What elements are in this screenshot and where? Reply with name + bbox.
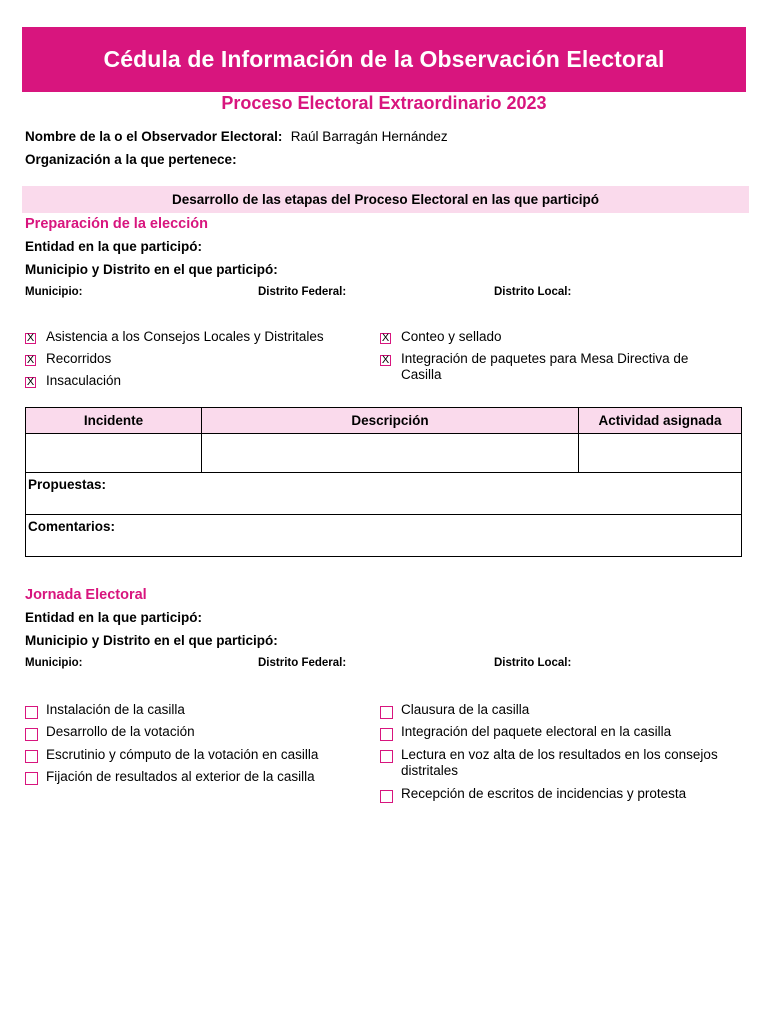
jornada-option-label: Desarrollo de la votación	[46, 724, 195, 739]
header-band	[22, 27, 746, 92]
check-mark-icon: X	[26, 376, 35, 388]
jornada-option-label: Integración del paquete electoral en la casilla	[401, 724, 672, 739]
prep-distrito-federal-label: Distrito Federal:	[258, 286, 347, 298]
check-mark-icon: X	[26, 332, 35, 344]
jornada-municipio-label: Municipio:	[25, 657, 83, 669]
preparacion-heading: Preparación de la elección	[25, 216, 208, 232]
comentarios-label: Comentarios:	[28, 519, 116, 534]
jornada-entidad-label: Entidad en la que participó:	[25, 610, 203, 625]
comentarios-field[interactable]	[26, 515, 742, 557]
actividad-cell[interactable]	[579, 434, 742, 473]
jornada-checkbox-lectura[interactable]	[380, 750, 393, 763]
table-header-row	[26, 408, 742, 434]
observer-name-value: Raúl Barragán Hernández	[290, 129, 448, 144]
check-mark-icon: X	[26, 354, 35, 366]
page-subtitle: Proceso Electoral Extraordinario 2023	[221, 93, 547, 113]
table-row	[26, 434, 742, 473]
incidents-table	[25, 407, 742, 557]
page-title: Cédula de Información de la Observación Electoral	[103, 46, 665, 72]
check-mark-icon: X	[381, 332, 390, 344]
jornada-checkbox-recepcion[interactable]	[380, 790, 393, 803]
prep-checkbox-insaculacion[interactable]	[25, 377, 36, 388]
observer-name-row	[25, 128, 448, 146]
column-header: Actividad asignada	[579, 408, 742, 434]
prep-option-label: Asistencia a los Consejos Locales y Distritales	[46, 329, 324, 344]
jornada-checkbox-integracion[interactable]	[380, 728, 393, 741]
jornada-heading: Jornada Electoral	[25, 587, 147, 603]
propuestas-row	[26, 473, 742, 515]
check-mark-icon: X	[381, 354, 390, 366]
jornada-checkbox-desarrollo[interactable]	[25, 728, 38, 741]
observer-name-label: Nombre de la o el Observador Electoral:	[25, 129, 283, 144]
jornada-option-label: Recepción de escritos de incidencias y protesta	[401, 786, 687, 801]
prep-checkbox-conteo[interactable]	[380, 333, 391, 344]
propuestas-label: Propuestas:	[28, 477, 107, 492]
stages-bar: Desarrollo de las etapas del Proceso Electoral en las que participó	[22, 186, 749, 213]
column-header: Incidente	[26, 408, 202, 434]
jornada-option-label: Clausura de la casilla	[401, 702, 530, 717]
prep-option-label: Conteo y sellado	[401, 329, 502, 344]
prep-checkbox-asistencia[interactable]	[25, 333, 36, 344]
jornada-checkbox-instalacion[interactable]	[25, 706, 38, 719]
jornada-option-label: Escrutinio y cómputo de la votación en casilla	[46, 747, 319, 762]
jornada-checkbox-fijacion[interactable]	[25, 772, 38, 785]
prep-distrito-local-label: Distrito Local:	[494, 286, 572, 298]
jornada-distrito-local-label: Distrito Local:	[494, 657, 572, 669]
jornada-option-label: Fijación de resultados al exterior de la casilla	[46, 769, 315, 784]
prep-municipio-label: Municipio:	[25, 286, 83, 298]
jornada-checkbox-escrutinio[interactable]	[25, 750, 38, 763]
jornada-distrito-federal-label: Distrito Federal:	[258, 657, 347, 669]
incidente-cell[interactable]	[26, 434, 202, 473]
jornada-checkbox-clausura[interactable]	[380, 706, 393, 719]
prep-option-label: Recorridos	[46, 351, 112, 366]
prep-option-label: Insaculación	[46, 373, 122, 388]
prep-option-label: Integración de paquetes para Mesa Directiva de Casilla	[401, 351, 689, 382]
prep-entidad-label: Entidad en la que participó:	[25, 239, 203, 254]
prep-municipio-distrito-label: Municipio y Distrito en el que participó:	[25, 262, 278, 277]
prep-checkbox-integracion[interactable]	[380, 355, 391, 366]
descripcion-cell[interactable]	[202, 434, 579, 473]
propuestas-field[interactable]	[26, 473, 742, 515]
jornada-municipio-distrito-label: Municipio y Distrito en el que participó:	[25, 633, 278, 648]
jornada-option-label: Lectura en voz alta de los resultados en los consejos distritales	[401, 747, 718, 778]
organization-label: Organización a la que pertenece:	[25, 152, 237, 167]
comentarios-row	[26, 515, 742, 557]
prep-checkbox-recorridos[interactable]	[25, 355, 36, 366]
jornada-option-label: Instalación de la casilla	[46, 702, 185, 717]
column-header: Descripción	[202, 408, 579, 434]
